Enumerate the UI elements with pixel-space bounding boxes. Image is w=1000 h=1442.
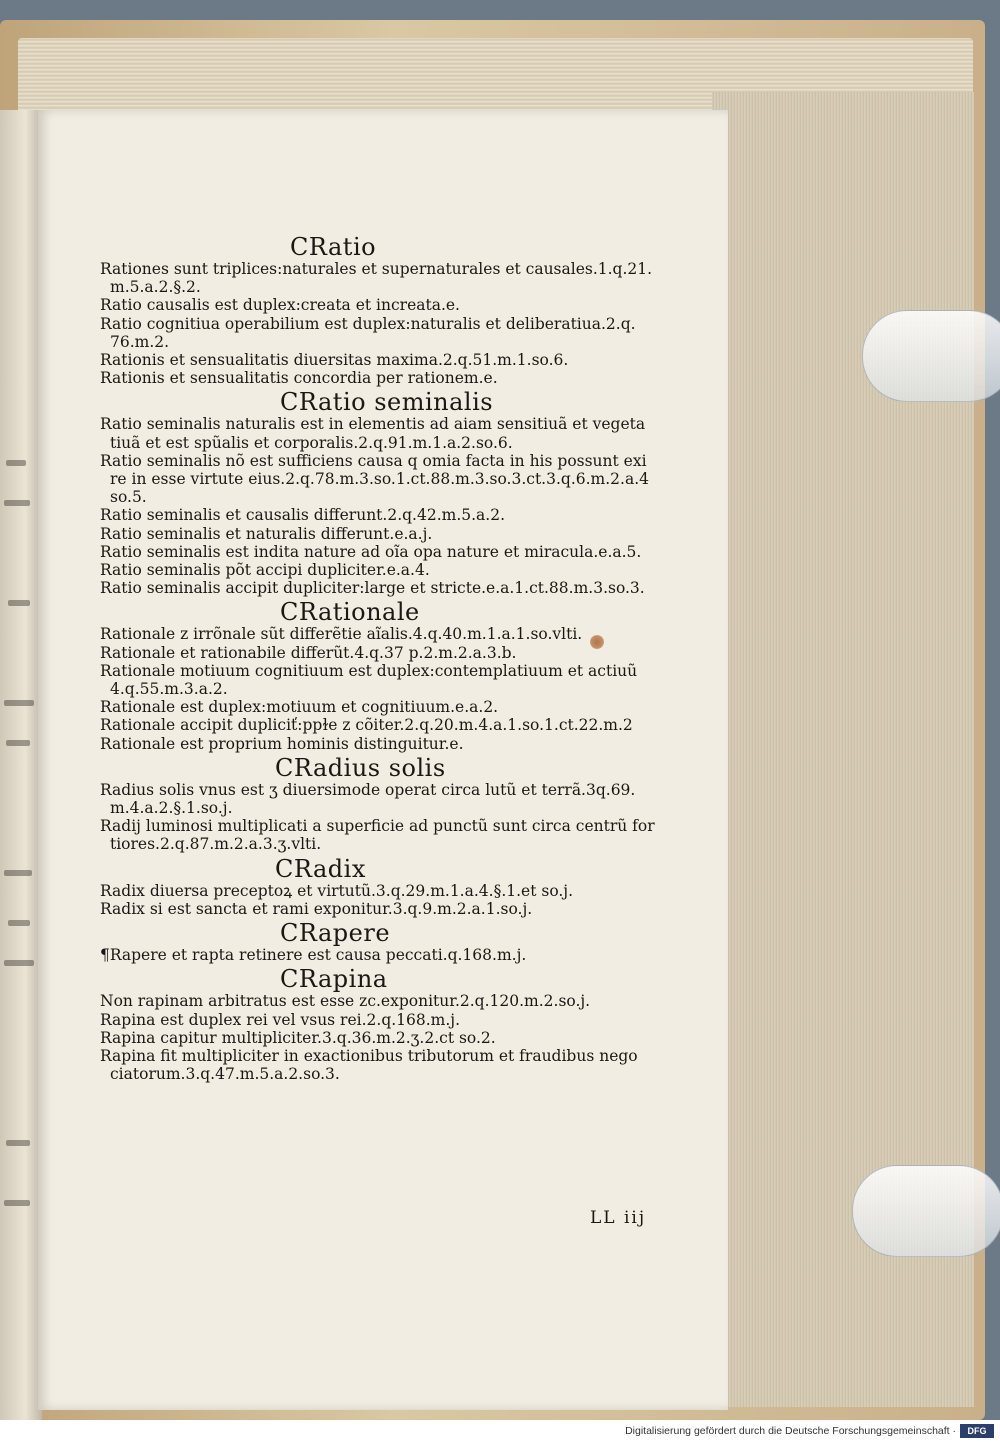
index-entry-line: tiores.2.q.87.m.2.a.3.ʒ.vlti.: [110, 835, 322, 854]
index-entry-line: Rationale est proprium hominis distinguitur.e.: [100, 734, 464, 753]
section-heading: CRadix: [275, 854, 366, 883]
index-entry-line: Ratio seminalis accipit dupliciter:large et stricte.e.a.1.ct.88.m.3.so.3.: [100, 579, 645, 598]
index-entry-line: Ratio seminalis est indita nature ad oĩa opa nature et miracula.e.a.5.: [100, 542, 642, 561]
section-heading: CRadius solis: [275, 753, 446, 782]
index-entry-line: Ratio causalis est duplex:creata et increata.e.: [100, 296, 460, 315]
index-entry-line: Rationis et sensualitatis concordia per rationem.e.: [100, 369, 498, 388]
section-heading: CRatio seminalis: [280, 388, 494, 417]
index-entry-line: Ratio seminalis et naturalis differunt.e.a.j.: [100, 524, 433, 543]
index-entry-line: Rationale motiuum cognitiuum est duplex:contemplatiuum et actiuũ: [100, 661, 638, 680]
index-entry-line: m.5.a.2.§.2.: [110, 278, 201, 297]
section-heading: CRapere: [280, 919, 391, 948]
index-entry-line: 76.m.2.: [110, 332, 170, 351]
index-entry-line: ¶Rapere et rapta retinere est causa peccati.q.168.m.j.: [100, 946, 527, 965]
index-entry-line: Radix si est sancta et rami exponitur.3.q.9.m.2.a.1.so.j.: [100, 899, 533, 918]
index-entry-line: Radix diuersa preceptoꝝ et virtutũ.3.q.29.m.1.a.4.§.1.et so.j.: [100, 881, 574, 900]
section-heading: CRationale: [280, 598, 420, 627]
index-entry-line: Rapina capitur multipliciter.3.q.36.m.2.ʒ.2.ct so.2.: [100, 1028, 496, 1047]
index-entry-line: Ratio seminalis põt accipi dupliciter.e.a.4.: [100, 561, 430, 580]
index-entry-line: Rationis et sensualitatis diuersitas maxima.2.q.51.m.1.so.6.: [100, 351, 569, 370]
index-entry-line: so.5.: [110, 488, 147, 507]
index-entry-line: Ratio seminalis et causalis differunt.2.q.42.m.5.a.2.: [100, 506, 505, 525]
index-entry-line: Rationale et rationabile differũt.4.q.37 p.2.m.2.a.3.b.: [100, 643, 517, 662]
index-entry-line: re in esse virtute eius.2.q.78.m.3.so.1.ct.88.m.3.so.3.ct.3.q.6.m.2.a.4: [110, 470, 649, 489]
index-entry-line: Rationale est duplex:motiuum et cognitiuum.e.a.2.: [100, 698, 499, 717]
index-entry-line: 4.q.55.m.3.a.2.: [110, 680, 228, 699]
index-entry-line: Radij luminosi multiplicati a superficie ad punctũ sunt circa centrũ for: [100, 817, 655, 836]
page-clip-bottom: [852, 1165, 1000, 1257]
section-heading: CRapina: [280, 965, 388, 994]
facing-page-marginalia: [2, 440, 36, 1240]
index-entry-line: Ratio seminalis naturalis est in elementis ad aiam sensitiuã et vegeta: [100, 415, 646, 434]
index-entry-line: tiuã et est spũalis et corporalis.2.q.91.m.1.a.2.so.6.: [110, 433, 513, 452]
folio-signature: LL iij: [590, 1208, 647, 1228]
page-clip-top: [862, 310, 1000, 402]
index-entry-line: Non rapinam arbitratus est esse zc.exponitur.2.q.120.m.2.so.j.: [100, 992, 591, 1011]
funding-credit: Digitalisierung gefördert durch die Deutsche Forschungsgemeinschaft ·: [625, 1425, 956, 1437]
index-entry-line: Rationes sunt triplices:naturales et supernaturales et causales.1.q.21.: [100, 260, 653, 278]
footer-bar: [0, 1420, 1000, 1442]
dfg-logo: DFG: [960, 1424, 994, 1438]
page-text: [100, 232, 740, 1083]
facing-page-edge: [0, 110, 42, 1420]
section-heading: CRatio: [290, 233, 377, 261]
index-entry-line: ciatorum.3.q.47.m.5.a.2.so.3.: [110, 1065, 340, 1084]
index-entry-line: Rapina fit multipliciter in exactionibus tributorum et fraudibus nego: [100, 1046, 638, 1065]
index-entry-line: Rationale accipit dupliciť:ppɫe z cõiter.2.q.20.m.4.a.1.so.1.ct.22.m.2: [100, 716, 633, 735]
index-entry-line: Ratio cognitiua operabilium est duplex:naturalis et deliberatiua.2.q.: [100, 314, 636, 333]
index-entry-line: Rapina est duplex rei vel vsus rei.2.q.168.m.j.: [100, 1010, 461, 1029]
index-entry-line: Ratio seminalis nõ est sufficiens causa q omia facta in his possunt exi: [100, 451, 647, 470]
index-entry-line: Radius solis vnus est ʒ diuersimode operat circa lutũ et terrã.3q.69.: [100, 780, 636, 799]
index-entry-line: m.4.a.2.§.1.so.j.: [110, 799, 233, 818]
index-entry-line: Rationale z irrõnale sũt differẽtie aĩalis.4.q.40.m.1.a.1.so.vlti.: [100, 625, 583, 644]
